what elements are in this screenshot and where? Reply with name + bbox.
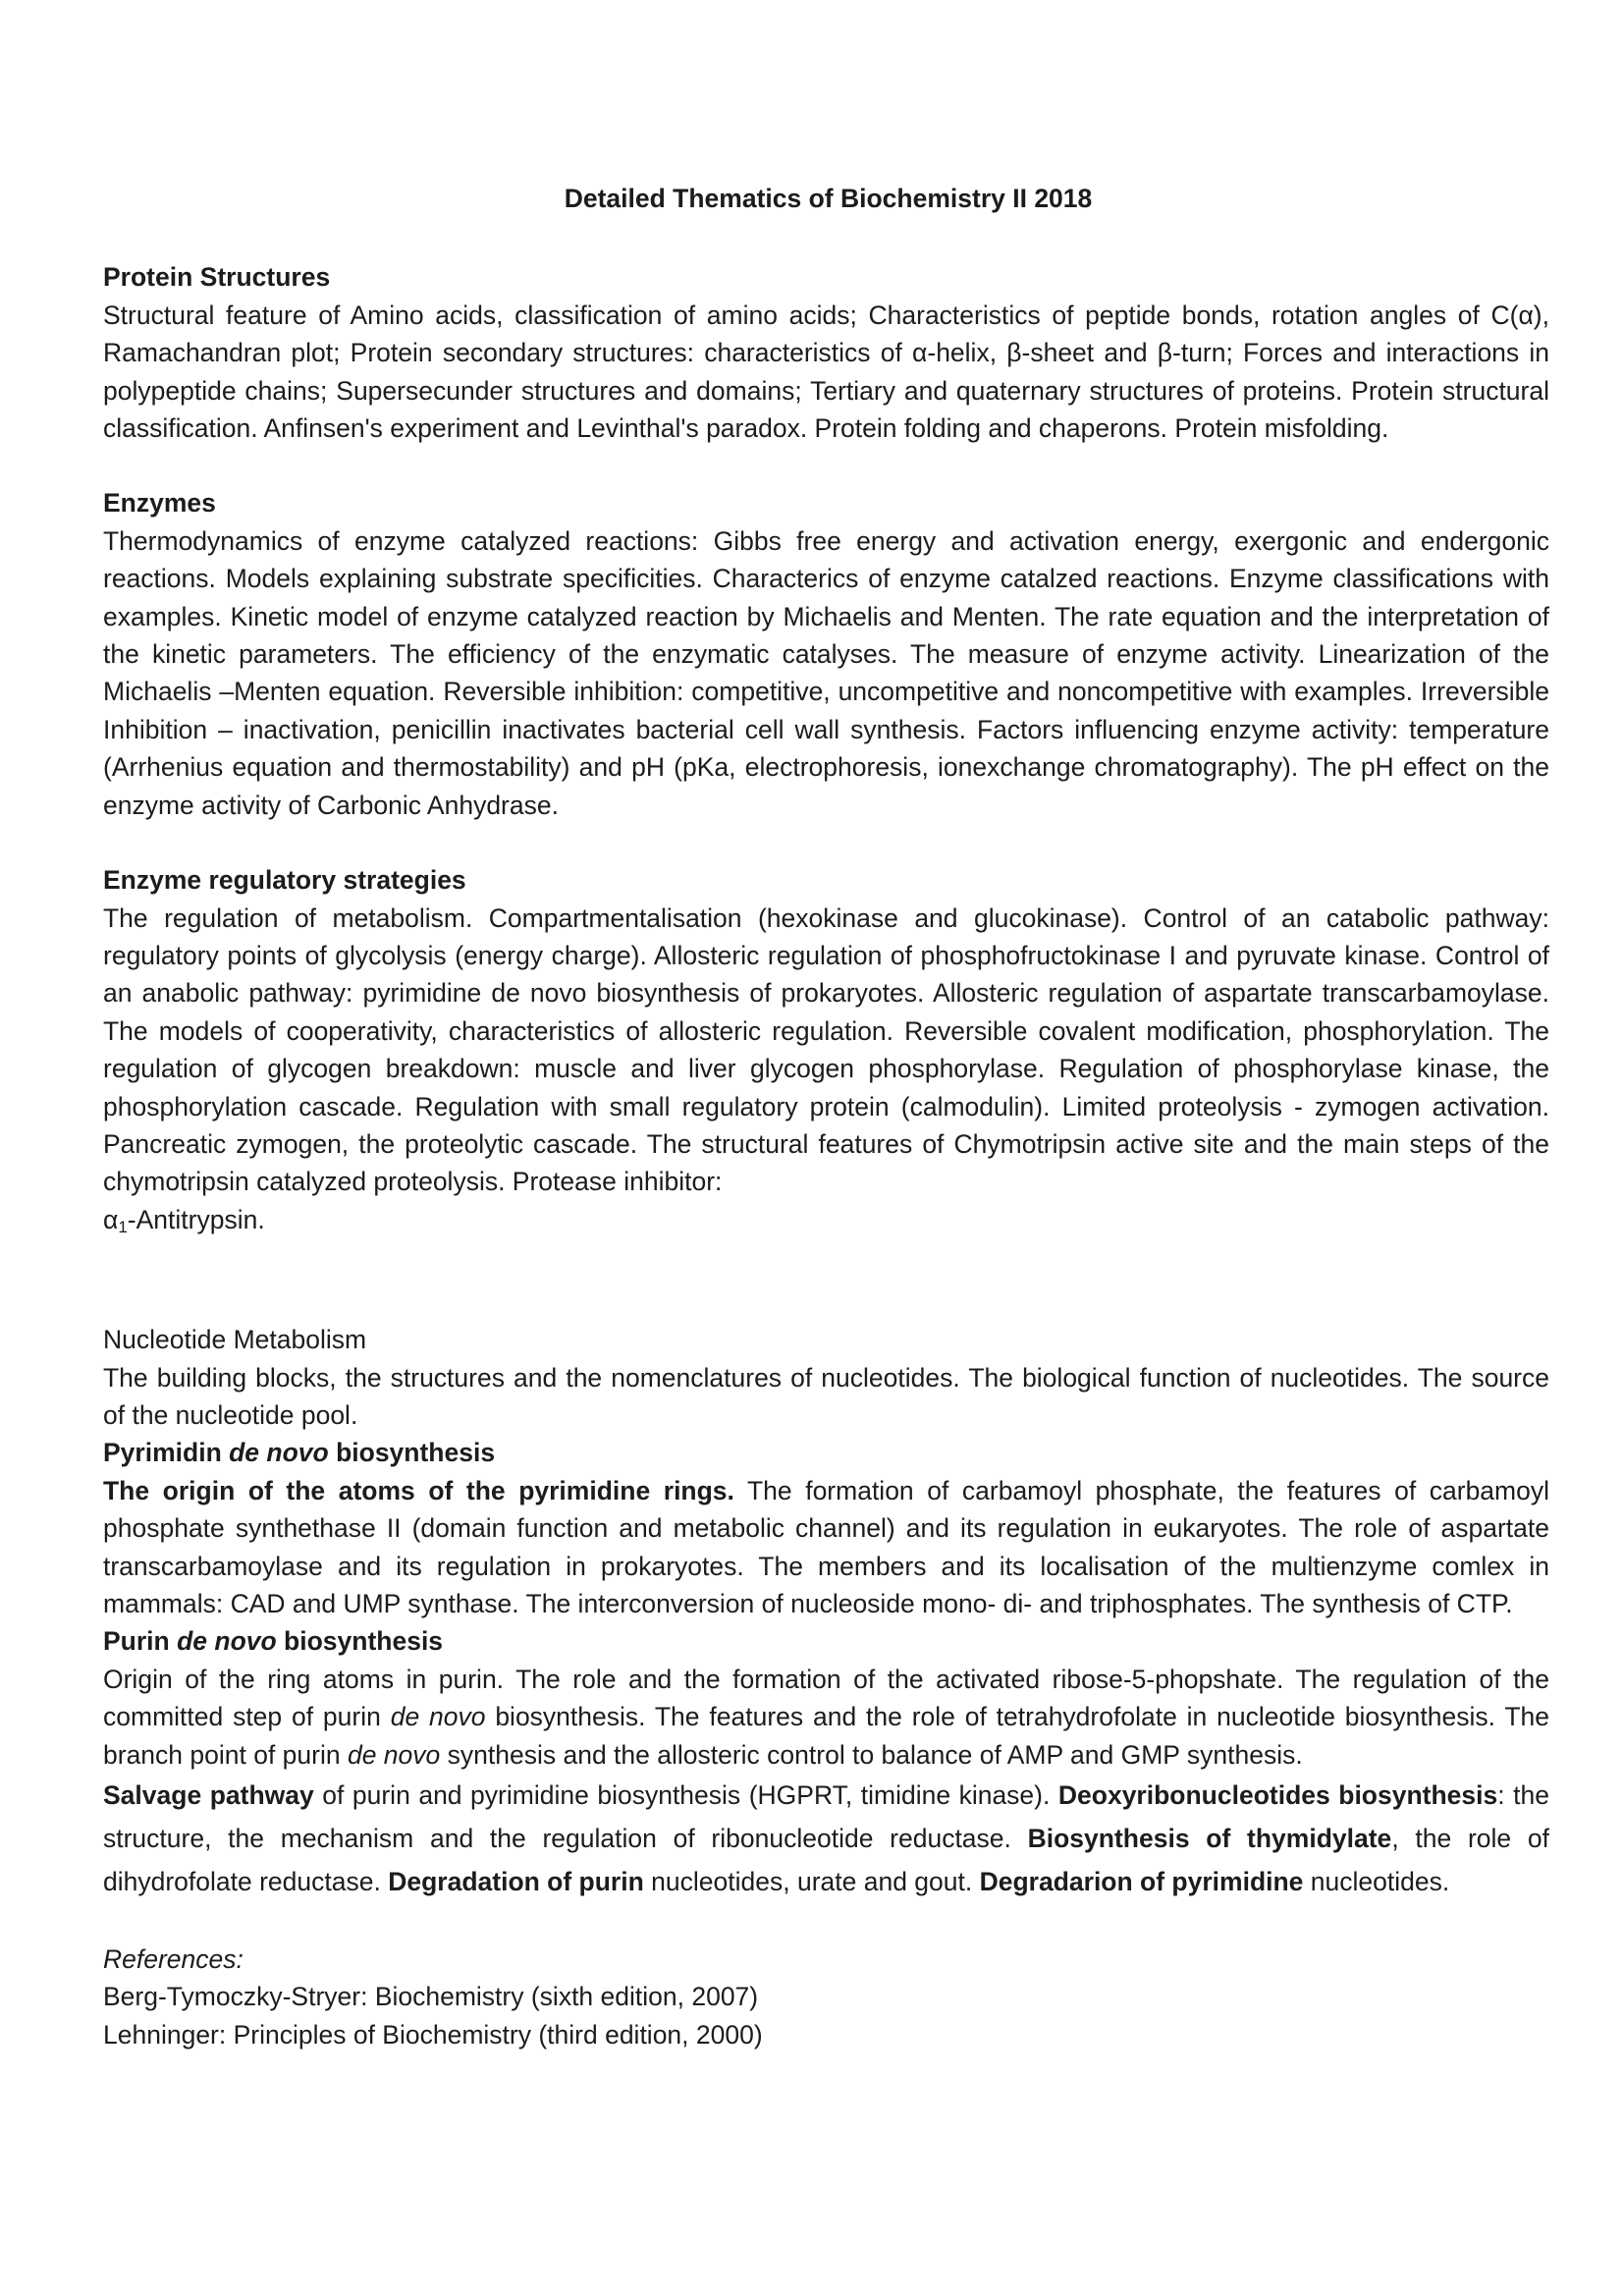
references-label (103, 1941, 1549, 1978)
pyrimidin-heading-post: biosynthesis (328, 1438, 496, 1468)
antitrypsin-text: -Antitrypsin. (127, 1204, 265, 1234)
paragraph-pyrimidin-de-novo (103, 1472, 1549, 1623)
pyrimidin-heading-italic: de novo (229, 1438, 329, 1468)
reference-item: Lehninger: Principles of Biochemistry (third edition, 2000) (103, 2019, 763, 2050)
section-heading-enzyme-regulatory-strategies: Enzyme regulatory strategies (103, 865, 466, 896)
document-title: Detailed Thematics of Biochemistry II 2018 (564, 184, 1093, 213)
purin-text-2: biosynthesis. The features and the role of tetrahydrofolate in nucleotide biosynthesis. The branch point of purin (103, 1702, 1549, 1770)
section-heading-protein-structures: Protein Structures (103, 262, 331, 293)
salvage-bold-4: Degradation of purin (388, 1867, 644, 1897)
salvage-bold-1: Salvage pathway (103, 1780, 314, 1811)
references-label-colon: : (236, 1944, 243, 1975)
alpha-symbol: α (103, 1204, 119, 1234)
purin-italic-1: de novo (390, 1702, 486, 1732)
purin-heading-italic: de novo (177, 1626, 277, 1657)
subheading-purin-de-novo (103, 1622, 1549, 1660)
alpha-subscript: 1 (118, 1217, 128, 1236)
section-text-nucleotide-metabolism: The building blocks, the structures and the nomenclatures of nucleotides. The biological function of nucleotides. The source of the nucleotide pool. (103, 1362, 1549, 1430)
pyrimidin-bold-lead: The origin of the atoms of the pyrimidine rings. (103, 1475, 734, 1505)
purin-italic-2: de novo (347, 1739, 441, 1770)
purin-heading-post: biosynthesis (276, 1626, 444, 1657)
references-label-text: References (103, 1944, 237, 1975)
paragraph-purin-de-novo (103, 1661, 1549, 1774)
document-content (103, 180, 1549, 2053)
purin-text-3: synthesis and the allosteric control to balance of AMP and GMP synthesis. (440, 1739, 1303, 1770)
section-heading-nucleotide-metabolism: Nucleotide Metabolism (103, 1325, 367, 1355)
salvage-text-1: of purin and pyrimidine biosynthesis (HGPRT, timidine kinase). (313, 1780, 1058, 1811)
salvage-bold-3: Biosynthesis of thymidylate (1027, 1824, 1392, 1854)
salvage-text-2: : the structure, the mechanism and the regulation of ribonucleotide reductase. (103, 1780, 1549, 1854)
section-text-enzyme-regulatory-strategies (103, 900, 1549, 1247)
purin-heading-pre: Purin (103, 1626, 178, 1657)
salvage-text-5: nucleotides. (1303, 1867, 1450, 1897)
pyrimidin-text: The formation of carbamoyl phosphate, the features of carbamoyl phosphate synthethase II (domain function and metabolic channel) and its regulation in eukaryotes. The role of aspartate transcarbamoylase and its regulation in prokaryotes. The members and its localisation of the multienzyme comlex in mammals: CAD and UMP synthase. The interconversion of nucleoside mono- di- and triphosphates. The synthesis of CTP. (103, 1475, 1549, 1618)
section-text-enzymes: Thermodynamics of enzyme catalyzed reactions: Gibbs free energy and activation energy, exergonic and endergonic reactions. Models explaining substrate specificities. Characterics of enzyme catalzed reactions. Enzyme classifications with examples. Kinetic model of enzyme catalyzed reaction by Michaelis and Menten. The rate equation and the interpretation of the kinetic parameters. The efficiency of the enzymatic catalyses. The measure of enzyme activity. Linearization of the Michaelis –Menten equation. Reversible inhibition: competitive, uncompetitive and noncompetitive with examples. Irreversible Inhibition – inactivation, penicillin inactivates bacterial cell wall synthesis. Factors influencing enzyme activity: temperature (Arrhenius equation and thermostability) and pH (pKa, electrophoresis, ionexchange chromatography). The pH effect on the enzyme activity of Carbonic Anhydrase. (103, 525, 1549, 820)
purin-text-1: Origin of the ring atoms in purin. The role and the formation of the activated ribose-5-phopshate. The regulation of the committed step of purin (103, 1664, 1549, 1732)
pyrimidin-heading-pre: Pyrimidin (103, 1438, 230, 1468)
section-text-protein-structures: Structural feature of Amino acids, classification of amino acids; Characteristics of peptide bonds, rotation angles of C(α), Ramachandran plot; Protein secondary structures: characteristics of α-helix, β-sheet and β-turn; Forces and interactions in polypeptide chains; Supersecunder structures and domains; Tertiary and quaternary structures of proteins. Protein structural classification. Anfinsen's experiment and Levinthal's paradox. Protein folding and chaperons. Protein misfolding. (103, 300, 1549, 444)
salvage-bold-5: Degradarion of pyrimidine (979, 1867, 1304, 1897)
regulatory-text-body: The regulation of metabolism. Compartmentalisation (hexokinase and glucokinase). Control of an catabolic pathway: regulatory points of glycolysis (energy charge). Allosteric regulation of phosphofructokinase I and pyruvate kinase. Control of an anabolic pathway: pyrimidine de novo biosynthesis of prokaryotes. Allosteric regulation of aspartate transcarbamoylase. The models of cooperativity, characteristics of allosteric regulation. Reversible covalent modification, phosphorylation. The regulation of glycogen breakdown: muscle and liver glycogen phosphorylase. Regulation of phosphorylase kinase, the phosphorylation cascade. Regulation with small regulatory protein (calmodulin). Limited proteolysis - zymogen activation. Pancreatic zymogen, the proteolytic cascade. The structural features of Chymotripsin active site and the main steps of the chymotripsin catalyzed proteolysis. Protease inhibitor: (103, 902, 1549, 1197)
salvage-text-3: , the role of dihydrofolate reductase. (103, 1824, 1549, 1897)
reference-item: Berg-Tymoczky-Stryer: Biochemistry (sixth edition, 2007) (103, 1982, 759, 2012)
subheading-pyrimidin-de-novo (103, 1434, 1549, 1471)
salvage-text-4: nucleotides, urate and gout. (643, 1867, 980, 1897)
paragraph-salvage-pathway (103, 1774, 1549, 1903)
salvage-bold-2: Deoxyribonucleotides biosynthesis (1057, 1780, 1498, 1811)
section-heading-enzymes: Enzymes (103, 488, 216, 519)
